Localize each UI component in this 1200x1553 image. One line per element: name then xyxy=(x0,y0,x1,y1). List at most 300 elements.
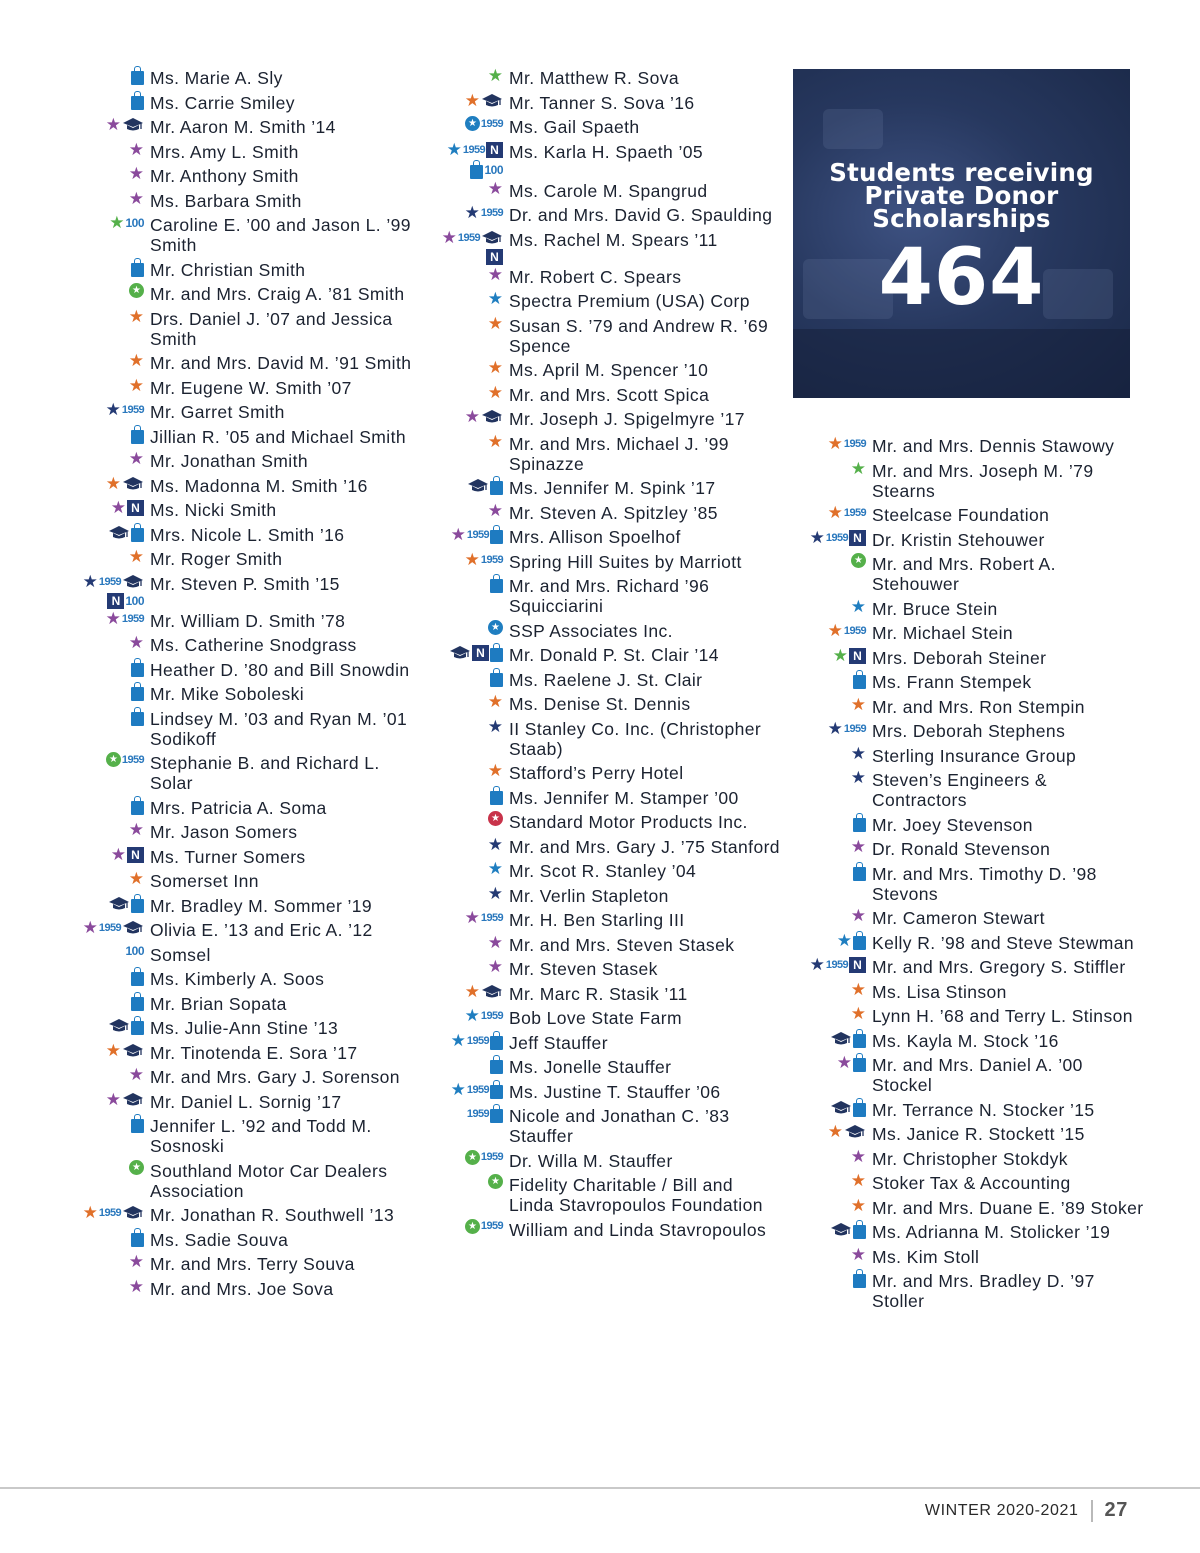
donor-icons xyxy=(64,213,150,232)
graduation-cap-icon xyxy=(481,93,503,109)
bag-icon xyxy=(490,1085,503,1099)
donor-icons xyxy=(64,189,150,208)
navy-star-icon: ★ xyxy=(487,883,503,903)
donor-name: Stephanie B. and Richard L. Solar xyxy=(150,753,380,793)
donor-entry xyxy=(64,376,424,401)
donor-icons xyxy=(64,91,150,110)
donor-entry xyxy=(64,213,424,258)
donor-icons xyxy=(64,869,150,888)
graduation-cap-icon xyxy=(122,117,144,133)
bag-icon xyxy=(490,1036,503,1050)
donor-icons xyxy=(423,203,509,222)
donor-name: Mrs. Deborah Stephens xyxy=(872,721,1066,741)
bag-icon xyxy=(131,663,144,677)
donor-name: Jennifer L. ’92 and Todd M. Sosnoski xyxy=(150,1116,372,1156)
donor-name: Mr. Jonathan Smith xyxy=(150,451,308,471)
graduation-cap-icon xyxy=(481,230,503,246)
donor-name: Mr. and Mrs. Joe Sova xyxy=(150,1278,334,1299)
bag-icon xyxy=(131,1233,144,1247)
donor-name: II Stanley Co. Inc. (Christopher Staab) xyxy=(509,718,762,759)
donor-entry xyxy=(64,609,424,634)
purple-star-icon: ★ xyxy=(128,820,144,839)
navy-star-icon: ★ xyxy=(850,743,866,763)
orange-star-icon: ★ xyxy=(464,549,480,569)
society-1959-icon: 1959 xyxy=(843,507,866,519)
graduation-cap-icon xyxy=(830,1222,852,1238)
donor-icons xyxy=(64,572,150,609)
donor-entry xyxy=(64,1065,424,1090)
donor-icons xyxy=(423,550,509,569)
purple-star-icon: ★ xyxy=(464,407,480,426)
n-box-icon: N xyxy=(486,142,503,158)
donor-name: Susan S. ’79 and Andrew R. ’69 Spence xyxy=(509,315,769,356)
donor-name: Southland Motor Car Dealers Association xyxy=(150,1160,388,1201)
n-box-icon: N xyxy=(849,530,866,546)
donor-icons xyxy=(786,670,872,689)
donor-name: Jillian R. ’05 and Michael Smith xyxy=(150,426,406,447)
donor-name: Ms. Kim Stoll xyxy=(872,1246,980,1267)
donor-entry xyxy=(423,91,783,116)
donor-icons xyxy=(64,66,150,85)
donor-entry xyxy=(64,992,424,1017)
donor-icons xyxy=(786,744,872,763)
graduation-cap-icon xyxy=(122,1205,144,1221)
donor-entry xyxy=(64,1041,424,1066)
club-100-icon: 100 xyxy=(125,216,144,230)
purple-star-icon: ★ xyxy=(128,188,144,208)
bag-icon xyxy=(131,96,144,110)
society-1959-icon: 1959 xyxy=(843,438,866,450)
donor-name: Jeff Stauffer xyxy=(509,1032,608,1053)
donor-icons xyxy=(786,621,872,640)
blue-circle-star-icon: ★ xyxy=(488,620,503,635)
donor-name: Mr. and Mrs. Duane E. ’89 Stoker xyxy=(872,1197,1144,1218)
donor-name: Fidelity Charitable / Bill and Linda Stavropoulos Foundation xyxy=(509,1175,763,1215)
donor-entry xyxy=(64,1252,424,1277)
donor-icons xyxy=(64,523,150,542)
donor-icons xyxy=(64,707,150,726)
donor-entry xyxy=(423,619,783,644)
society-1959-icon: 1959 xyxy=(121,612,144,625)
donor-icons xyxy=(786,1029,872,1048)
purple-star-icon: ★ xyxy=(110,498,126,517)
donor-name: Mr. and Mrs. Daniel A. ’00 Stockel xyxy=(872,1055,1083,1095)
green-star-icon: ★ xyxy=(109,213,125,232)
donor-entry xyxy=(423,115,783,140)
donor-entry xyxy=(64,1016,424,1041)
donor-entry xyxy=(423,810,783,835)
donor-name: Mrs. Deborah Steiner xyxy=(872,647,1047,668)
purple-star-icon: ★ xyxy=(836,1053,852,1072)
donor-name: Stoker Tax & Accounting xyxy=(872,1173,1071,1193)
bag-icon xyxy=(853,936,866,950)
donor-icons xyxy=(64,547,150,566)
purple-star-icon: ★ xyxy=(441,227,457,247)
donor-name: Standard Motor Products Inc. xyxy=(509,812,748,832)
orange-star-icon: ★ xyxy=(850,1004,866,1023)
donor-name: Ms. Jennifer M. Stamper ’00 xyxy=(509,787,739,808)
donor-name: Mrs. Allison Spoelhof xyxy=(509,527,681,547)
navy-star-icon: ★ xyxy=(850,768,866,787)
donor-entry xyxy=(786,1122,1146,1147)
graduation-cap-icon xyxy=(122,1092,144,1108)
donor-name: Ms. Rachel M. Spears ’11 xyxy=(509,229,718,250)
donor-entry xyxy=(64,845,424,870)
n-box-icon: N xyxy=(849,648,866,664)
donor-entry xyxy=(64,633,424,658)
n-box-icon: N xyxy=(127,500,144,516)
donor-icons xyxy=(64,1252,150,1271)
society-1959-icon: 1959 xyxy=(825,959,848,971)
bag-icon xyxy=(131,899,144,913)
donor-entry xyxy=(64,164,424,189)
blue-star-icon: ★ xyxy=(450,1030,466,1050)
donor-entry xyxy=(423,550,783,575)
donor-entry xyxy=(786,837,1146,862)
donor-name: Mr. and Mrs. Gregory S. Stiffler xyxy=(872,957,1126,977)
footer-separator xyxy=(1091,1500,1093,1522)
bag-icon xyxy=(131,801,144,815)
society-1959-icon: 1959 xyxy=(466,1034,489,1047)
donor-icons xyxy=(64,918,150,937)
bag-icon xyxy=(490,579,503,593)
donor-name: Ms. Lisa Stinson xyxy=(872,981,1007,1002)
graduation-cap-icon xyxy=(122,476,144,492)
donor-icons xyxy=(64,894,150,913)
bag-icon xyxy=(490,1060,503,1074)
donor-icons xyxy=(64,943,150,958)
society-1959-icon: 1959 xyxy=(825,531,848,544)
donor-icons xyxy=(64,1114,150,1133)
society-1959-icon: 1959 xyxy=(480,1151,503,1163)
purple-star-icon: ★ xyxy=(850,1244,866,1264)
donor-entry xyxy=(64,1090,424,1115)
donor-entry xyxy=(786,719,1146,744)
graduation-cap-icon xyxy=(449,645,471,661)
green-star-icon: ★ xyxy=(487,66,503,85)
donor-icons xyxy=(64,307,150,326)
donor-name: Mr. Christian Smith xyxy=(150,259,306,280)
donor-icons xyxy=(786,719,872,738)
donor-name: Mr. and Mrs. Bradley D. ’97 Stoller xyxy=(872,1271,1095,1311)
donor-name: Drs. Daniel J. ’07 and Jessica Smith xyxy=(150,308,393,349)
donor-column-1 xyxy=(64,66,424,1301)
orange-star-icon: ★ xyxy=(850,1171,866,1190)
purple-star-icon: ★ xyxy=(128,633,144,652)
donor-icons xyxy=(423,265,509,284)
orange-star-icon: ★ xyxy=(128,375,144,395)
orange-star-icon: ★ xyxy=(487,761,503,780)
red-circle-star-icon: ★ xyxy=(488,811,503,826)
blue-star-icon: ★ xyxy=(487,289,503,308)
donor-name: Steven’s Engineers & Contractors xyxy=(872,770,1048,810)
donor-icons xyxy=(786,528,872,547)
donor-name: Mr. Steven A. Spitzley ’85 xyxy=(509,502,718,523)
photo-title: Students receiving Private Donor Scholarships xyxy=(829,158,1094,233)
donor-icons xyxy=(423,1173,509,1189)
donor-icons xyxy=(423,786,509,805)
donor-entry xyxy=(64,796,424,821)
bag-icon xyxy=(490,673,503,687)
society-1959-icon: 1959 xyxy=(121,404,144,416)
donor-name: Mr. and Mrs. Craig A. ’81 Smith xyxy=(150,284,405,304)
donor-icons xyxy=(64,1041,150,1060)
donor-icons xyxy=(423,1218,509,1234)
donor-icons xyxy=(423,835,509,854)
blue-circle-star-icon: ★ xyxy=(465,116,480,131)
donor-icons xyxy=(423,1055,509,1074)
donor-icons xyxy=(786,459,872,478)
orange-star-icon: ★ xyxy=(128,869,144,888)
donor-name: Ms. Carole M. Spangrud xyxy=(509,180,708,201)
donor-entry xyxy=(786,906,1146,931)
green-circle-star-icon: ★ xyxy=(465,1219,480,1234)
donor-icons xyxy=(786,1220,872,1239)
donor-icons xyxy=(64,474,150,493)
donor-icons xyxy=(64,1277,150,1296)
bag-icon xyxy=(490,648,503,662)
orange-star-icon: ★ xyxy=(464,981,480,1001)
donor-icons xyxy=(786,931,872,950)
donor-entry xyxy=(423,835,783,860)
donor-icons xyxy=(64,1065,150,1084)
donor-name: Mr. Joseph J. Spigelmyre ’17 xyxy=(509,409,745,429)
society-1959-icon: 1959 xyxy=(480,553,503,566)
bag-icon xyxy=(131,71,144,85)
donor-entry xyxy=(423,1080,783,1105)
donor-name: Sterling Insurance Group xyxy=(872,745,1077,766)
donor-icons xyxy=(423,1080,509,1099)
donor-entry xyxy=(64,1159,424,1204)
donor-name: Mr. and Mrs. David M. ’91 Smith xyxy=(150,353,412,373)
donor-entry xyxy=(64,449,424,474)
purple-star-icon: ★ xyxy=(850,837,866,856)
orange-star-icon: ★ xyxy=(827,621,843,640)
orange-star-icon: ★ xyxy=(487,692,503,711)
donor-column-3 xyxy=(786,434,1146,1314)
donor-icons xyxy=(423,884,509,903)
orange-star-icon: ★ xyxy=(850,979,866,999)
donor-icons xyxy=(64,376,150,395)
donor-entry xyxy=(64,707,424,752)
donor-icons xyxy=(423,619,509,635)
club-100-icon: 100 xyxy=(484,162,503,177)
donor-entry xyxy=(64,751,424,796)
donor-name: Mr. William D. Smith ’78 xyxy=(150,610,346,631)
donor-icons xyxy=(423,692,509,711)
donor-entry xyxy=(786,813,1146,838)
donor-icons xyxy=(423,668,509,687)
orange-star-icon: ★ xyxy=(487,358,503,377)
donor-entry xyxy=(64,307,424,352)
donor-entry xyxy=(64,943,424,968)
donor-entry xyxy=(786,1053,1146,1098)
donor-name: Dr. and Mrs. David G. Spaulding xyxy=(509,205,773,225)
donor-name: Mr. Steven P. Smith ’15 xyxy=(150,573,340,594)
donor-name: Mr. Tanner S. Sova ’16 xyxy=(509,92,695,113)
n-box-icon: N xyxy=(849,957,866,973)
donor-entry xyxy=(64,547,424,572)
donor-entry xyxy=(423,668,783,693)
donor-entry xyxy=(786,1029,1146,1054)
graduation-cap-icon xyxy=(844,1124,866,1140)
donor-entry xyxy=(786,670,1146,695)
donor-icons xyxy=(786,980,872,999)
donor-entry xyxy=(786,862,1146,907)
donor-icons xyxy=(423,179,509,198)
donor-entry xyxy=(64,572,424,609)
donor-name: Mr. and Mrs. Michael J. ’99 Spinazze xyxy=(509,433,729,474)
donor-name: Ms. Denise St. Dennis xyxy=(509,694,691,714)
green-star-icon: ★ xyxy=(832,645,848,665)
donor-name: Ms. Carrie Smiley xyxy=(150,92,295,113)
donor-entry xyxy=(786,744,1146,769)
donor-name: Ms. Jonelle Stauffer xyxy=(509,1057,672,1077)
donor-icons xyxy=(786,434,872,453)
donor-icons xyxy=(64,1016,150,1035)
donor-icons xyxy=(423,717,509,736)
donor-name: Mr. Robert C. Spears xyxy=(509,266,682,287)
bag-icon xyxy=(853,818,866,832)
graduation-cap-icon xyxy=(122,1043,144,1059)
page-number: 27 xyxy=(1104,1499,1128,1521)
donor-icons xyxy=(786,1245,872,1264)
donor-name: Mr. and Mrs. Gary J. ’75 Stanford xyxy=(509,836,780,857)
bag-icon xyxy=(131,972,144,986)
donor-name: Mr. Scot R. Stanley ’04 xyxy=(509,861,697,881)
donor-entry xyxy=(423,476,783,501)
donor-icons xyxy=(423,525,509,544)
donor-name: Mr. and Mrs. Richard ’96 Squicciarini xyxy=(509,576,710,616)
graduation-cap-icon xyxy=(122,920,144,936)
scholarship-photo-callout xyxy=(793,69,1130,398)
bag-icon xyxy=(853,1225,866,1239)
donor-icons xyxy=(64,633,150,652)
donor-icons xyxy=(786,503,872,522)
donor-entry xyxy=(64,1114,424,1159)
bag-icon xyxy=(853,1058,866,1072)
donor-entry xyxy=(786,955,1146,980)
navy-star-icon: ★ xyxy=(827,719,843,738)
donor-entry xyxy=(423,1055,783,1080)
donor-entry xyxy=(786,552,1146,597)
donor-entry xyxy=(786,597,1146,622)
donor-name: Mr. and Mrs. Steven Stasek xyxy=(509,934,735,955)
blue-star-icon: ★ xyxy=(446,139,462,159)
donor-entry xyxy=(786,1196,1146,1221)
orange-star-icon: ★ xyxy=(105,1040,121,1060)
scholarship-count: 464 xyxy=(878,233,1045,323)
donor-icons xyxy=(423,982,509,1001)
donor-entry xyxy=(423,908,783,933)
donor-entry xyxy=(64,258,424,283)
donor-entry xyxy=(64,189,424,214)
donor-name: Caroline E. ’00 and Jason L. ’99 Smith xyxy=(150,215,411,255)
orange-star-icon: ★ xyxy=(850,1195,866,1215)
donor-icons xyxy=(423,1031,509,1050)
donor-icons xyxy=(423,859,509,878)
purple-star-icon: ★ xyxy=(464,908,480,927)
donor-icons xyxy=(423,91,509,110)
donor-entry xyxy=(786,695,1146,720)
society-1959-icon: 1959 xyxy=(843,723,866,735)
graduation-cap-icon xyxy=(830,1031,852,1047)
orange-star-icon: ★ xyxy=(487,382,503,402)
donor-entry xyxy=(64,967,424,992)
donor-icons xyxy=(64,1203,150,1222)
donor-name: Mrs. Amy L. Smith xyxy=(150,141,299,162)
donor-entry xyxy=(64,140,424,165)
donor-entry xyxy=(786,1269,1146,1314)
purple-star-icon: ★ xyxy=(128,139,144,159)
donor-name: Ms. Julie-Ann Stine ’13 xyxy=(150,1018,339,1038)
purple-star-icon: ★ xyxy=(487,264,503,284)
donor-icons xyxy=(423,358,509,377)
footer-divider xyxy=(0,1487,1200,1489)
donor-name: Somsel xyxy=(150,944,211,965)
donor-name: Nicole and Jonathan C. ’83 Stauffer xyxy=(509,1106,730,1146)
donor-name: Heather D. ’80 and Bill Snowdin xyxy=(150,659,410,680)
bag-icon xyxy=(490,481,503,495)
donor-entry xyxy=(423,289,783,314)
donor-entry xyxy=(64,820,424,845)
donor-icons xyxy=(64,967,150,986)
donor-icons xyxy=(423,314,509,333)
donor-entry xyxy=(423,692,783,717)
donor-name: Mr. Eugene W. Smith ’07 xyxy=(150,377,352,398)
donor-name: Mr. Donald P. St. Clair ’14 xyxy=(509,645,719,665)
society-1959-icon: 1959 xyxy=(480,912,503,924)
donor-name: Mr. and Mrs. Robert A. Stehouwer xyxy=(872,554,1056,594)
purple-star-icon: ★ xyxy=(105,115,121,134)
donor-name: Ms. Raelene J. St. Clair xyxy=(509,669,703,690)
society-1959-icon: 1959 xyxy=(843,625,866,637)
donor-entry xyxy=(786,1098,1146,1123)
bag-icon xyxy=(131,263,144,277)
donor-name: Stafford’s Perry Hotel xyxy=(509,763,684,783)
donor-icons xyxy=(786,646,872,665)
n-box-icon: N xyxy=(486,249,503,265)
donor-icons xyxy=(64,400,150,419)
donor-entry xyxy=(423,314,783,359)
donor-name: Mr. and Mrs. Ron Stempin xyxy=(872,696,1085,717)
donor-icons xyxy=(786,1171,872,1190)
purple-star-icon: ★ xyxy=(487,957,503,976)
donor-entry xyxy=(786,931,1146,956)
donor-name: SSP Associates Inc. xyxy=(509,620,673,641)
donor-name: Dr. Ronald Stevenson xyxy=(872,839,1051,859)
blue-star-icon: ★ xyxy=(487,859,503,878)
donor-entry xyxy=(64,115,424,140)
issue-label: WINTER 2020-2021 xyxy=(924,1501,1079,1519)
donor-name: Dr. Willa M. Stauffer xyxy=(509,1150,673,1171)
donor-icons xyxy=(64,992,150,1011)
donor-icons xyxy=(786,597,872,616)
society-1959-icon: 1959 xyxy=(480,1220,503,1232)
donor-icons xyxy=(64,1090,150,1109)
green-circle-star-icon: ★ xyxy=(488,1174,503,1189)
orange-star-icon: ★ xyxy=(128,351,144,370)
donor-icons xyxy=(423,1104,509,1123)
donor-entry xyxy=(786,503,1146,528)
donor-icons xyxy=(423,1149,509,1165)
donor-name: Ms. Kayla M. Stock ’16 xyxy=(872,1030,1059,1051)
donor-icons xyxy=(64,796,150,815)
donor-icons xyxy=(786,955,872,974)
donor-icons xyxy=(786,695,872,714)
society-1959-icon: 1959 xyxy=(480,207,503,219)
donor-name: Mr. Bradley M. Sommer ’19 xyxy=(150,895,372,916)
